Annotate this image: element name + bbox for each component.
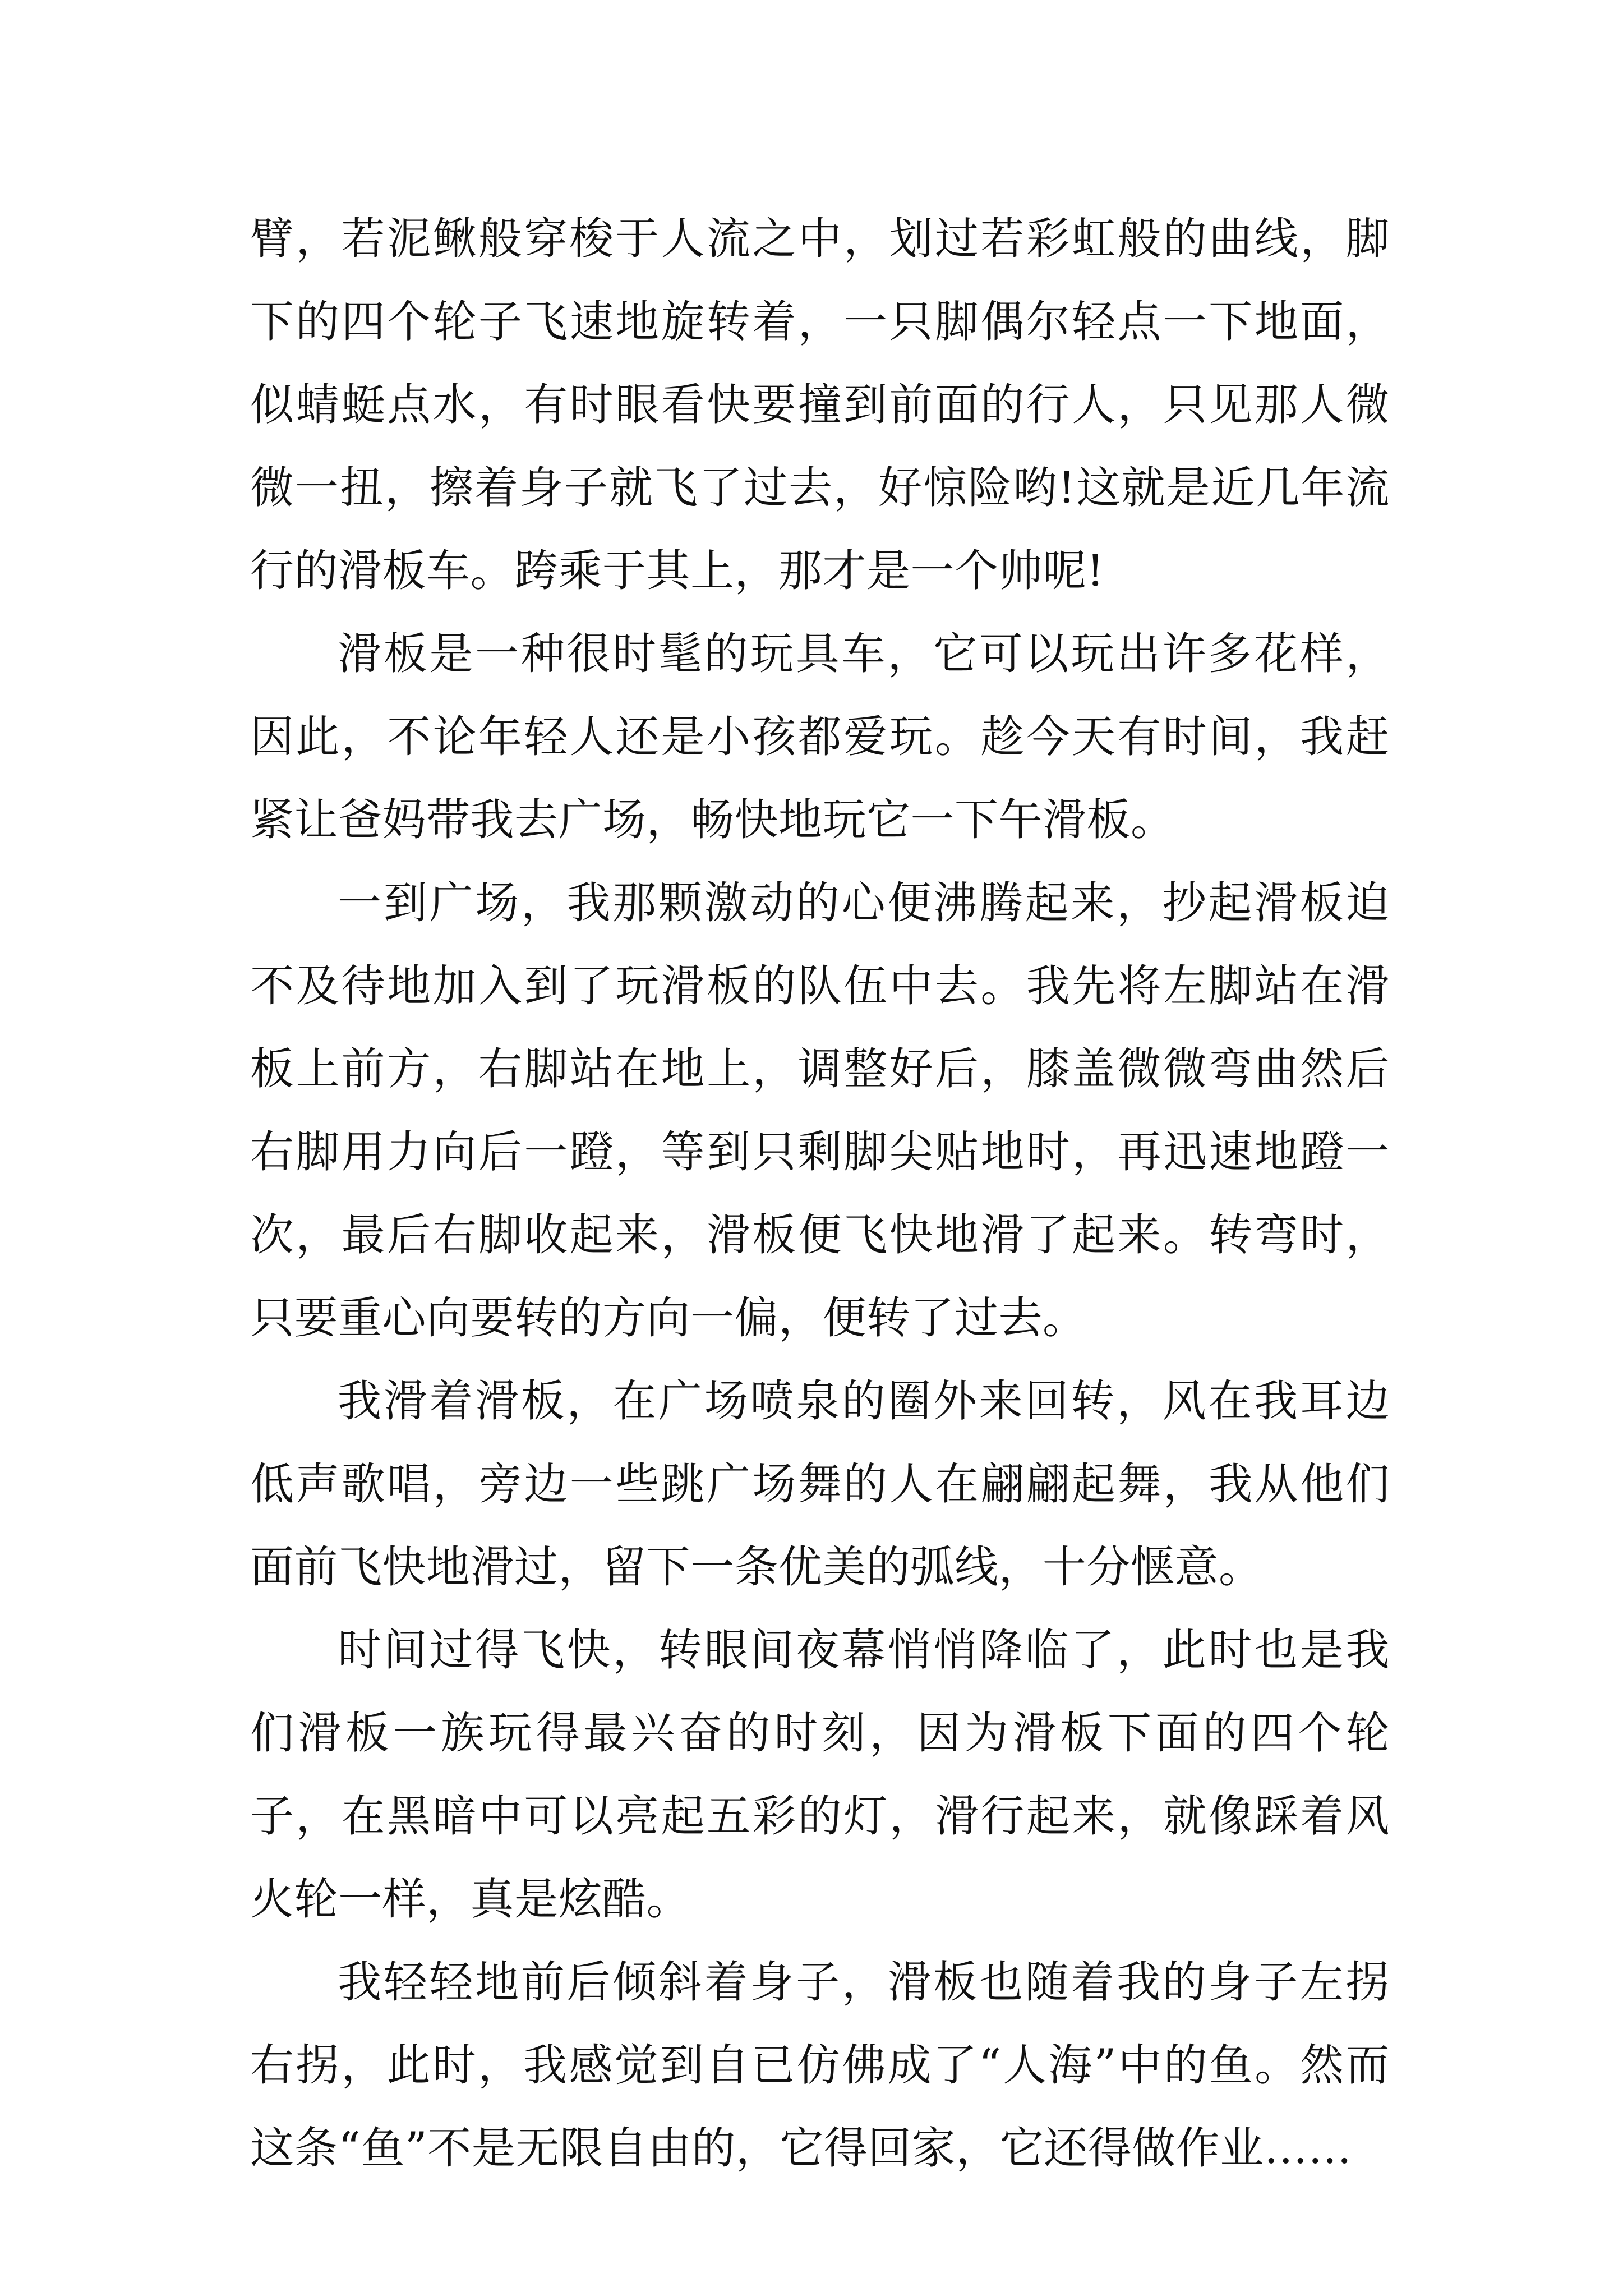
- paragraph: 滑板是一种很时髦的玩具车，它可以玩出许多花样，因此，不论年轻人还是小孩都爱玩。趁今天有时间，我赶紧让爸妈带我去广场，畅快地玩它一下午滑板。: [250, 629, 1390, 845]
- paragraph: 我滑着滑板，在广场喷泉的圈外来回转，风在我耳边低声歌唱，旁边一些跳广场舞的人在翩翩起舞，我从他们面前飞快地滑过，留下一条优美的弧线，十分惬意。: [250, 1376, 1390, 1593]
- paragraph-continued: 臂，若泥鳅般穿梭于人流之中，划过若彩虹般的曲线，脚下的四个轮子飞速地旋转着，一只脚偶尔轻点一下地面，似蜻蜓点水，有时眼看快要撞到前面的行人，只见那人微微一扭，擦着身子就飞了过去，好惊险哟!这就是近几年流行的滑板车。跨乘于其上，那才是一个帅呢!: [250, 214, 1390, 596]
- paragraph: 我轻轻地前后倾斜着身子，滑板也随着我的身子左拐右拐，此时，我感觉到自已仿佛成了“人海”中的鱼。然而这条“鱼”不是无限自由的，它得回家，它还得做作业……: [250, 1957, 1390, 2174]
- paragraph: 一到广场，我那颗激动的心便沸腾起来，抄起滑板迫不及待地加入到了玩滑板的队伍中去。我先将左脚站在滑板上前方，右脚站在地上，调整好后，膝盖微微弯曲然后右脚用力向后一蹬，等到只剩脚尖贴地时，再迅速地蹬一次，最后右脚收起来，滑板便飞快地滑了起来。转弯时，只要重心向要转的方向一偏，便转了过去。: [250, 878, 1390, 1343]
- paragraph: 时间过得飞快，转眼间夜幕悄悄降临了，此时也是我们滑板一族玩得最兴奋的时刻，因为滑板下面的四个轮子，在黑暗中可以亮起五彩的灯，滑行起来，就像踩着风火轮一样，真是炫酷。: [250, 1625, 1390, 1925]
- essay-body: [250, 197, 1390, 2190]
